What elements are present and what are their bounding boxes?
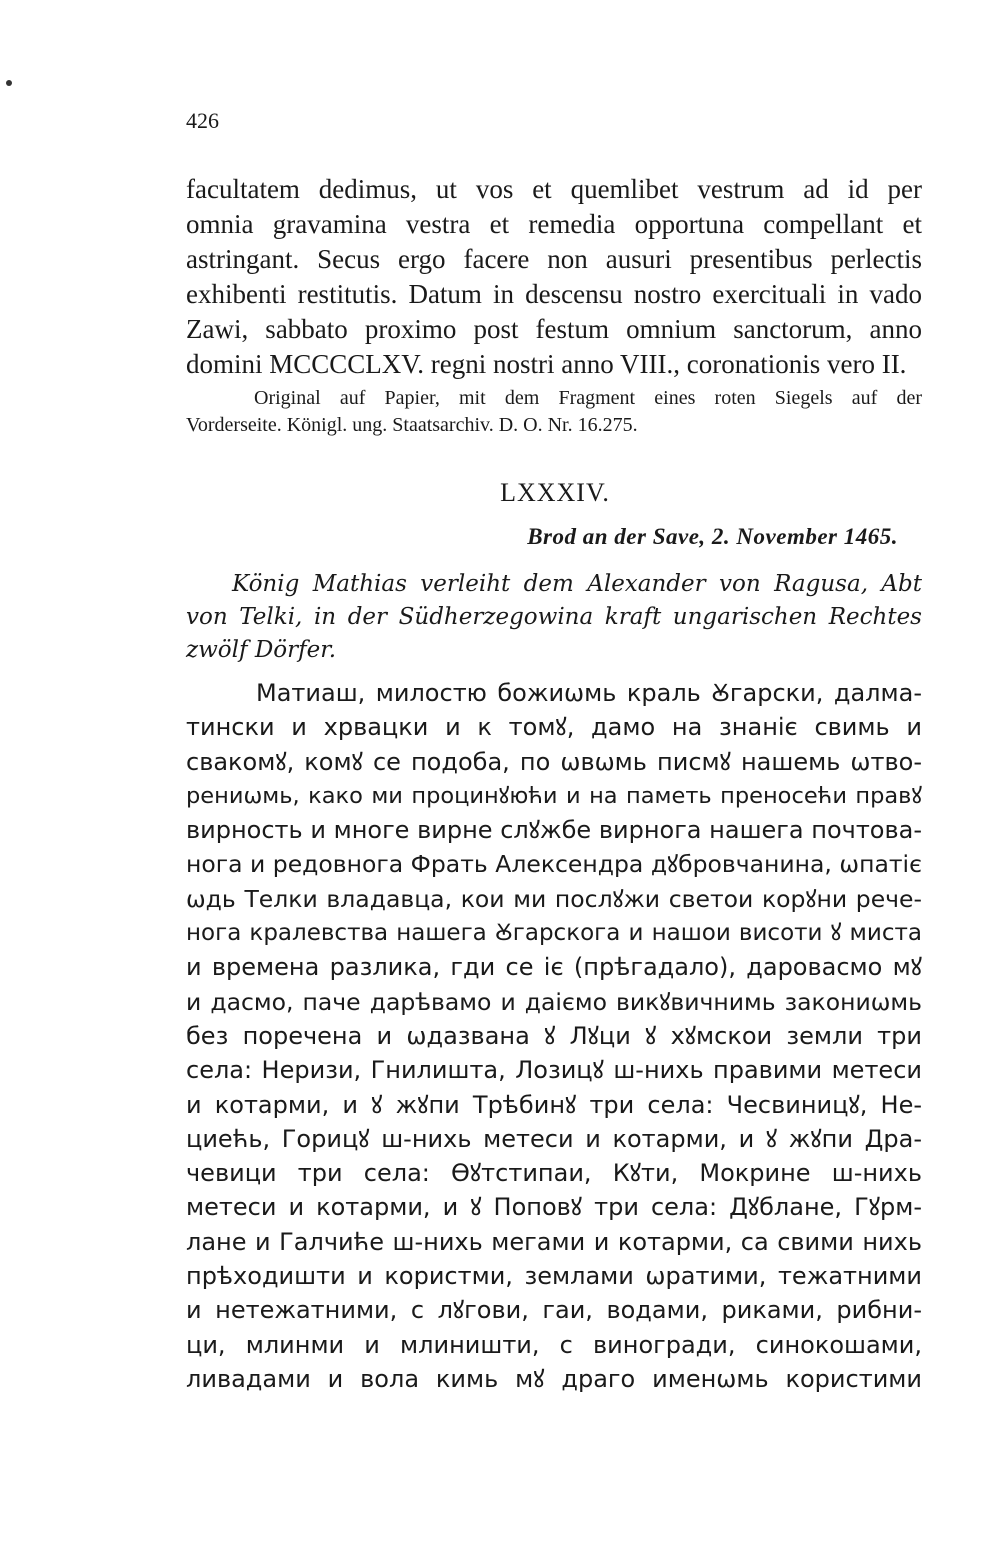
source-note [186,385,922,439]
cyrillic-line: нога и редовнога Фрать Алексендра дꙋбровчанина, ωпатіє [186,850,922,879]
cyrillic-line: ци, млинми и млиништи, с виногради, синокошами, [186,1330,922,1359]
cyrillic-line: и котарми, и ꙋ жꙋпи Трѣбинꙋ три села: Чесвиницꙋ, Не- [186,1090,922,1119]
note-line: Vorderseite. Königl. ung. Staatsarchiv. D. O. Nr. 16.275. [186,414,638,436]
text-line: domini MCCCCLXV. regni nostri anno VIII., coronationis vero II. [186,349,907,379]
summary-line: zwölf Dörfer. [186,637,337,663]
text-line: facultatem dedimus, ut vos et quemlibet vestrum ad id per [186,174,922,204]
cyrillic-text-block [186,676,922,1396]
cyrillic-line: лане и Галчиће ш-нихь мегами и котарми, са свими нихь [186,1227,922,1256]
text-line: astringant. Secus ergo facere non ausuri presentibus perlectis [186,244,922,274]
summary-line: von Telki, in der Südherzegowina kraft ungarischen Rechtes [186,604,922,630]
cyrillic-line: чевици три села: Ѳꙋтстипаи, Кꙋти, Мокрине ш-нихь [186,1159,922,1188]
text-line: Zawi, sabbato proximo post festum omnium sanctorum, anno [186,314,922,344]
cyrillic-line: вирность и многе вирне слꙋжбе вирнога нашега почтова- [186,816,922,845]
cyrillic-line: и дасмо, паче дарѣвамо и даіємо викꙋвичнимь закониωмь [186,987,922,1016]
cyrillic-line: и нетежатними, с лꙋгови, гаи, водами, риками, рибни- [186,1296,922,1325]
cyrillic-line: метеси и котарми, и ꙋ Поповꙋ три села: Дꙋблане, Гꙋрм- [186,1193,922,1222]
text-line: exhibenti restitutis. Datum in descensu nostro exercituali in vado [186,279,922,309]
cyrillic-line: циећь, Горицꙋ ш-нихь метеси и котарми, и ꙋ жꙋпи Дра- [186,1124,922,1153]
document-summary [186,568,922,667]
dateline: Brod an der Save, 2. November 1465. [527,524,898,549]
text-line: omnia gravamina vestra et remedia opportuna compellant et [186,209,922,239]
page-number: 426 [186,108,219,133]
cyrillic-line: и времена разлика, гди се іє (прѣгадало), даровасмо мꙋ [186,953,922,982]
cyrillic-line: ливадами и вола кимь мꙋ драго именωмь користими [186,1364,922,1393]
cyrillic-line: рениωмь, како ми процинꙋюћи и на паметь преносећи правꙋ [186,782,922,809]
cyrillic-line: села: Неризи, Гнилишта, Лозицꙋ ш-нихь правими метеси [186,1056,922,1085]
latin-text-block [186,172,922,382]
cyrillic-line: без поречена и ωдазвана ꙋ Лꙋци ꙋ хꙋмскои земли три [186,1021,922,1050]
cyrillic-line: ωдь Телки владавца, кои ми послꙋжи светои корꙋни рече- [186,884,922,913]
note-line: Original auf Papier, mit dem Fragment eines roten Siegels auf der [254,387,922,409]
cyrillic-line: прѣходишти и користми, землами ωратими, тежатними [186,1262,922,1291]
cyrillic-line: свакомꙋ, комꙋ се подоба, по ωвωмь писмꙋ нашемь ωтво- [186,747,922,776]
cyrillic-line: Матиаш, милостю божиωмь краль Ꙋгарски, далма- [256,679,922,707]
margin-speck [6,80,12,86]
document-number: LXXXIV. [500,478,610,507]
cyrillic-line: тински и хрвацки и к томꙋ, дамо на знаніє свимь и [186,713,922,742]
cyrillic-line: нога кралевства нашега Ꙋгарскога и нашои висоти ꙋ миста [186,920,922,947]
summary-line: König Mathias verleiht dem Alexander von Ragusa, Abt [232,571,922,597]
